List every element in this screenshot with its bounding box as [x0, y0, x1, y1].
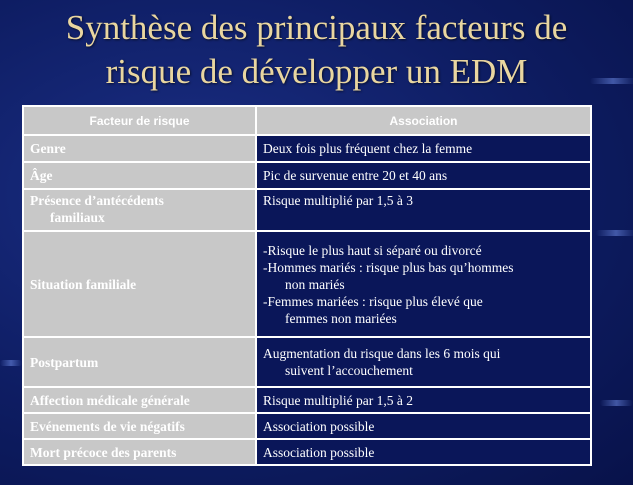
slide-title-line-2: risque de développer un EDM: [105, 52, 528, 91]
association-cell: [256, 337, 591, 387]
table-row: [23, 413, 591, 439]
association-line: -Hommes mariés : risque plus bas qu’hommes: [263, 259, 514, 275]
association-cell: Association possible: [256, 413, 591, 439]
table-row: [23, 337, 591, 387]
factor-line: Présence d’antécédents: [30, 193, 164, 208]
table-row: [23, 162, 591, 189]
association-cell: Association possible: [256, 439, 591, 465]
decorative-streak: [0, 360, 22, 366]
table-row: [23, 135, 591, 162]
table-row: [23, 387, 591, 413]
table-row: [23, 189, 591, 231]
association-line: suivent l’accouchement: [285, 363, 413, 378]
factor-cell: Evénements de vie négatifs: [23, 413, 256, 439]
association-line: -Femmes mariées : risque plus élevé que: [263, 293, 483, 309]
factor-cell: Genre: [23, 135, 256, 162]
decorative-streak: [596, 230, 633, 236]
column-header-association: Association: [256, 106, 591, 135]
factor-cell: Âge: [23, 162, 256, 189]
factor-cell: [23, 189, 256, 231]
factor-line: familiaux: [50, 210, 105, 225]
factor-cell: Mort précoce des parents: [23, 439, 256, 465]
decorative-streak: [600, 400, 633, 406]
association-cell: [256, 231, 591, 337]
column-header-factor: Facteur de risque: [23, 106, 256, 135]
association-line: -Risque le plus haut si séparé ou divorcé: [263, 242, 482, 258]
factor-cell: Situation familiale: [23, 231, 256, 337]
risk-factor-table: [22, 105, 592, 466]
table-header-row: [23, 106, 591, 135]
table-row: [23, 439, 591, 465]
association-line: non mariés: [285, 276, 345, 292]
association-cell: Risque multiplié par 1,5 à 2: [256, 387, 591, 413]
slide-title: [0, 6, 633, 94]
association-line: femmes non mariées: [285, 310, 397, 326]
table-row: [23, 231, 591, 337]
association-cell: Pic de survenue entre 20 et 40 ans: [256, 162, 591, 189]
slide-title-line-1: Synthèse des principaux facteurs de: [65, 8, 568, 47]
association-cell: Deux fois plus fréquent chez la femme: [256, 135, 591, 162]
association-line: Augmentation du risque dans les 6 mois qui: [263, 346, 501, 361]
association-cell: Risque multiplié par 1,5 à 3: [256, 189, 591, 231]
factor-cell: Affection médicale générale: [23, 387, 256, 413]
factor-cell: Postpartum: [23, 337, 256, 387]
